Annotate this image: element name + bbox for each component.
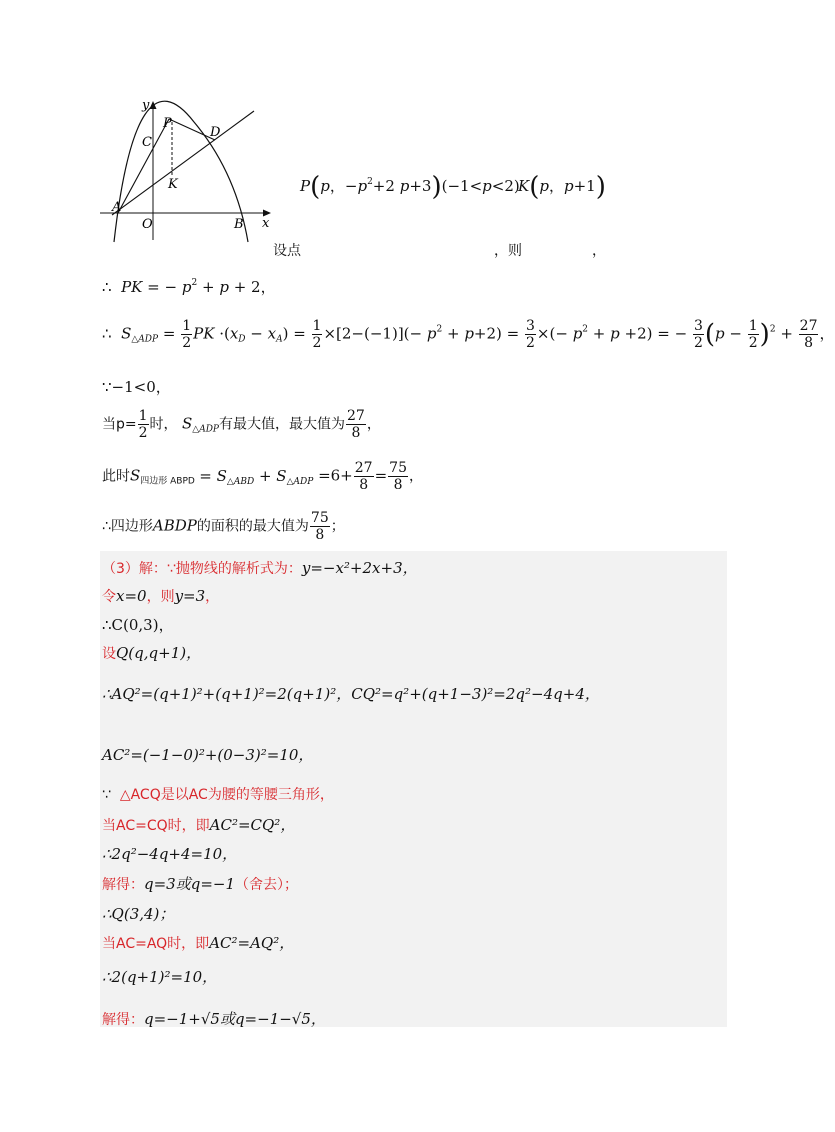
p3-line-14: 解得：q=−1+√5或q=−1−√5， <box>102 1010 326 1028</box>
point-P-formula: P(p，$-p^2+2$ p+3)(−1<p<2) <box>300 172 520 202</box>
p3-line-6: AC²=(−1−0)²+(0−3)²=10， <box>102 746 314 764</box>
p3-line-1: （3）解：∵抛物线的解析式为：y=−x²+2x+3， <box>102 559 418 577</box>
p3-line-11: ∴Q(3,4)； <box>102 905 175 923</box>
line-negative: ∵−1<0， <box>102 378 171 396</box>
line-area-formula: ∴ $S_{\triangle ADP}$ = $\frac{1}{2}$ PK $\cdot(x_D - x_A)$ = $\frac{1}{2}$ $\times[2-(-1)](- p^2 + p+2)$ = $\frac{3}{2}$ ×(− $p^2 + p +2$) = − $\frac{3}{2}$ (p − $\frac{1}{2}$ )$^2$ + $\frac{27}{8}$ ， <box>102 318 835 351</box>
label-C: C <box>142 135 152 150</box>
line-max-area: ∴四边形ABDP的面积的最大值为 $\frac{75}{8}$ ； <box>102 510 345 543</box>
p3-line-4: 设Q(q,q+1)， <box>102 644 202 662</box>
p3-line-13: ∴2(q+1)²=10， <box>102 968 218 986</box>
label-O: O <box>142 217 153 232</box>
label-D: D <box>210 125 221 140</box>
p3-line-2: 令x=0，则y=3， <box>102 587 220 605</box>
line-PD <box>169 119 215 140</box>
parabola-figure <box>96 92 286 242</box>
setpoint-text: 设点 <box>273 243 301 259</box>
line-quad-area: 此时$S_{四边形 ABPD} = S_{\triangle ABD} + S_{\triangle ADP} =6+$ $\frac{27}{8}$ = $\frac{75}{8}$ ， <box>102 460 423 493</box>
label-A: A <box>112 200 122 215</box>
line-pk: ∴ PK = − $p^2 + p + 2$， <box>102 278 276 296</box>
p3-line-10: 解得：q=3或q=−1（舍去）； <box>102 875 298 893</box>
label-y: y <box>142 98 150 113</box>
label-B: B <box>234 217 244 232</box>
frac-half: $\frac{1}{2}$ <box>182 318 192 351</box>
p3-line-8: 当AC=CQ时，即AC²=CQ²， <box>102 816 296 834</box>
label-P: P <box>163 116 172 131</box>
p3-line-12: 当AC=AQ时，即AC²=AQ²， <box>102 934 295 952</box>
line-max-value: 当p= $\frac{1}{2}$ 时， $S_{\triangle ADP}$有最大值，最大值为 $\frac{27}{8}$ ， <box>102 408 381 441</box>
point-K-formula: K(p，p+1) <box>518 172 606 202</box>
line-AD <box>112 111 254 215</box>
p3-line-5: ∴AQ²=(q+1)²+(q+1)²=2(q+1)²，CQ²=q²+(q+1−3)²=2q²−4q+4， <box>102 685 600 703</box>
label-K: K <box>168 177 178 192</box>
label-x: x <box>262 216 270 231</box>
comma-text: ， <box>592 243 606 259</box>
p3-line-7: ∵ △ACQ是以AC为腰的等腰三角形， <box>102 787 334 803</box>
p3-line-3: ∴C(0,3)， <box>102 616 174 634</box>
parabola-curve <box>114 101 248 242</box>
ze-text: ，则 <box>494 243 522 259</box>
p3-line-9: ∴2q²−4q+4=10， <box>102 845 238 863</box>
